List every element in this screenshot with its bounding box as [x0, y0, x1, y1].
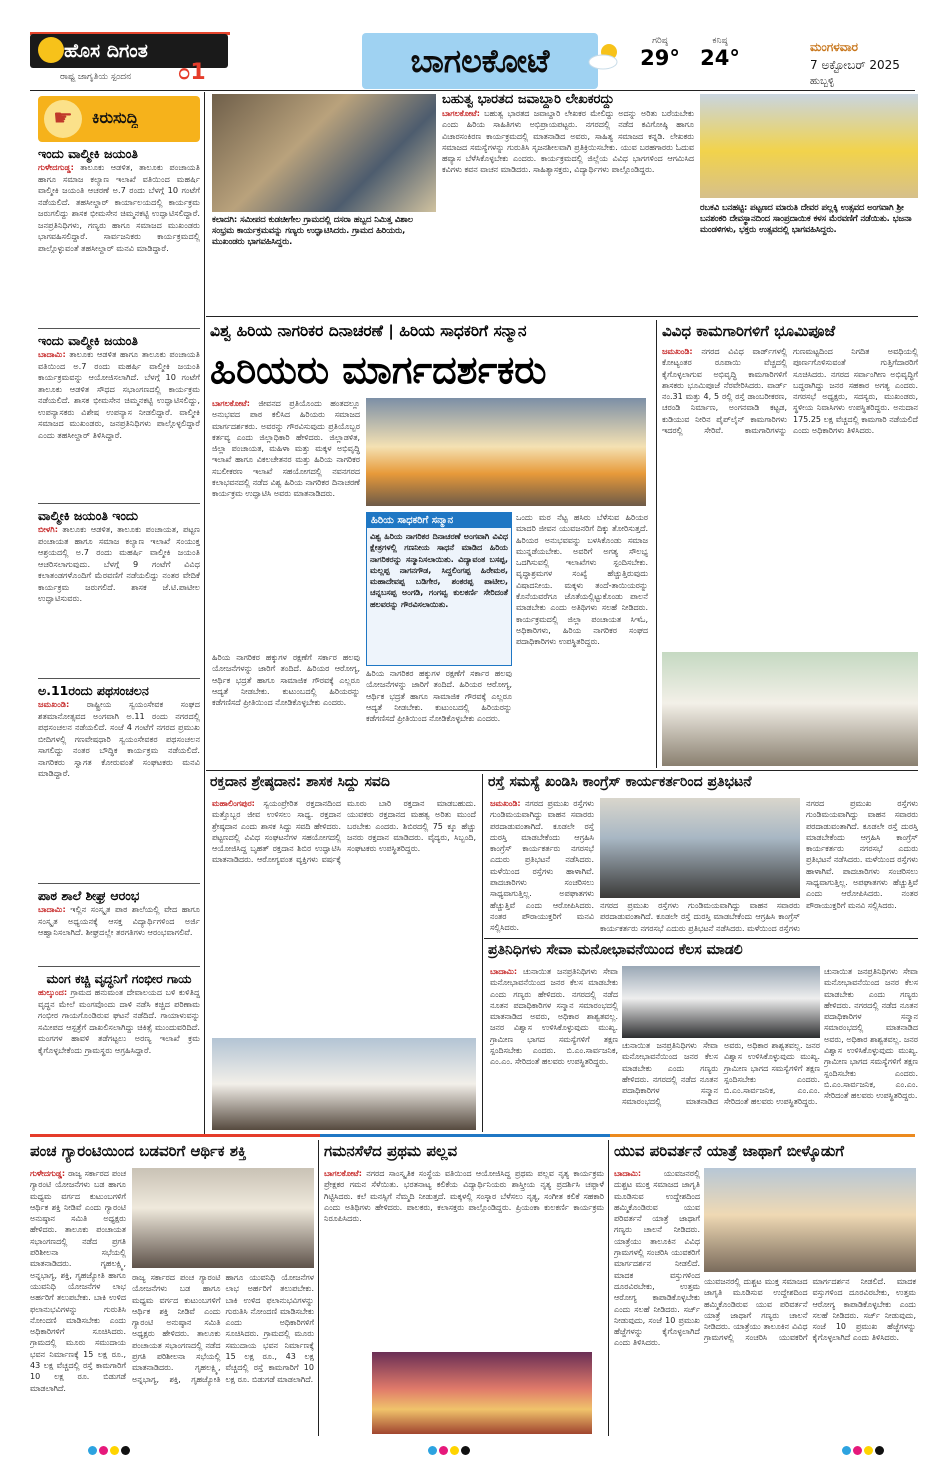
brief-item — [38, 146, 200, 324]
registration-marks-center — [428, 1440, 472, 1459]
road-protest-headline: ರಸ್ತೆ ಸಮಸ್ಯೆ ಖಂಡಿಸಿ ಕಾಂಗ್ರೆಸ್ ಕಾರ್ಯಕರ್ತರಿಂದ ಪ್ರತಿಭಟನೆ — [488, 774, 752, 790]
youth-yatra-body: ಬಾದಾಮಿ: ಯುವಜನರಲ್ಲಿ ದುಶ್ಚಟ ಮುಕ್ತ ಸಮಾಜದ ಜಾಗೃತಿ ಮೂಡಿಸುವ ಉದ್ದೇಶದಿಂದ ಹಮ್ಮಿಕೊಂಡಿರುವ ಯುವ ಪರಿವರ್ತನೆ ಯಾತ್ರೆ ಜಾಥಾಗೆ ಗಣ್ಯರು ಚಾಲನೆ ನೀಡಿದರು. ಯಾತ್ರೆಯು ತಾಲೂಕಿನ ವಿವಿಧ ಗ್ರಾಮಗಳಲ್ಲಿ ಸಂಚರಿಸಿ ಯುವಕರಿಗೆ ಮಾರ್ಗದರ್ಶನ ನೀಡಲಿದೆ. ಮಾದಕ ವಸ್ತುಗಳಿಂದ ದೂರವಿರಬೇಕು, ಉತ್ತಮ ಆರೋಗ್ಯ ಕಾಪಾಡಿಕೊಳ್ಳಬೇಕು ಎಂದು ಸಲಹೆ ನೀಡಿದರು. ಸರ್ಜ್ ನೀಡುವುದು, ಸಂಜೆ 10 ಪ್ರಮುಖ ಹೆಜ್ಜೆಗಳನ್ನು ಕೈಗೊಳ್ಳಲಾಗಿದೆ ಎಂದು ತಿಳಿಸಿದರು. — [614, 1169, 700, 1348]
sidebox-headline: ಹಿರಿಯ ಸಾಧಕರಿಗೆ ಸನ್ಮಾನ — [367, 513, 511, 528]
brief-divider — [38, 503, 200, 504]
max-temp-label: ಗರಿಷ್ಠ — [652, 36, 668, 46]
blood-donation-photo[interactable] — [212, 1038, 476, 1130]
blood-donation-body: ಮಹಾಲಿಂಗಪುರ: ಸ್ವಯಂಪ್ರೇರಿತ ರಕ್ತದಾನದಿಂದ ಮತ್ತೊಬ್ಬರ ಜೀವ ಉಳಿಸಲು ಸಾಧ್ಯ. ರಕ್ತದಾನ ಶ್ರೇಷ್ಠದಾನ ಎಂದು ಶಾಸಕ ಸಿದ್ದು ಸವದಿ ಹೇಳಿದರು. ಪಟ್ಟಣದಲ್ಲಿ ವಿವಿಧ ಸಂಘಟನೆಗಳ ಸಹಯೋಗದಲ್ಲಿ ಆಯೋಜಿಸಿದ್ದ ಬೃಹತ್ ರಕ್ತದಾನ ಶಿಬಿರ ಉದ್ಘಾಟಿಸಿ ಮಾತನಾಡಿದರು. ಆರೋಗ್ಯವಂತ ವ್ಯಕ್ತಿಗಳು ವರ್ಷಕ್ಕೆ ಮೂರು ಬಾರಿ ರಕ್ತದಾನ ಮಾಡಬಹುದು. ಯುವಕರು ರಕ್ತದಾನದ ಮಹತ್ವ ಅರಿತು ಮುಂದೆ ಬರಬೇಕು ಎಂದರು. ಶಿಬಿರದಲ್ಲಿ 75 ಕ್ಕೂ ಹೆಚ್ಚು ಜನರು ರಕ್ತದಾನ ಮಾಡಿದರು. ವೈದ್ಯರು, ಸಿಬ್ಬಂದಿ, ಸಂಘಟಕರು ಉಪಸ್ಥಿತರಿದ್ದರು. — [212, 799, 476, 865]
registration-marks-right — [842, 1440, 886, 1459]
lead-photo-felicitation[interactable] — [366, 398, 646, 506]
lead-kicker: ವಿಶ್ವ ಹಿರಿಯ ನಾಗರಿಕರ ದಿನಾಚರಣೆ | ಹಿರಿಯ ಸಾಧಕರಿಗೆ ಸನ್ಮಾನ — [210, 322, 527, 340]
guarantee-body: ಗುಳೇದಗುಡ್ಡ: ರಾಜ್ಯ ಸರ್ಕಾರದ ಪಂಚ ಗ್ಯಾರಂಟಿ ಯೋಜನೆಗಳು ಬಡ ಹಾಗೂ ಮಧ್ಯಮ ವರ್ಗದ ಕುಟುಂಬಗಳಿಗೆ ಆರ್ಥಿಕ ಶಕ್ತಿ ನೀಡಿವೆ ಎಂದು ಗ್ಯಾರಂಟಿ ಅನುಷ್ಠಾನ ಸಮಿತಿ ಅಧ್ಯಕ್ಷರು ಹೇಳಿದರು. ತಾಲೂಕು ಪಂಚಾಯತ ಸಭಾಂಗಣದಲ್ಲಿ ನಡೆದ ಪ್ರಗತಿ ಪರಿಶೀಲನಾ ಸಭೆಯಲ್ಲಿ ಮಾತನಾಡಿದರು. ಗೃಹಲಕ್ಷ್ಮಿ, ಅನ್ನಭಾಗ್ಯ, ಶಕ್ತಿ, ಗೃಹಜ್ಯೋತಿ ಹಾಗೂ ಯುವನಿಧಿ ಯೋಜನೆಗಳ ಲಾಭ ಅರ್ಹರಿಗೆ ತಲುಪಬೇಕು. ಬಾಕಿ ಉಳಿದ ಫಲಾನುಭವಿಗಳನ್ನು ಗುರುತಿಸಿ ನೋಂದಣಿ ಮಾಡಿಸಬೇಕು ಎಂದು ಅಧಿಕಾರಿಗಳಿಗೆ ಸೂಚಿಸಿದರು. ಗ್ರಾಮದಲ್ಲಿ ಮೂರು ಸಮುದಾಯ ಭವನ ನಿರ್ಮಾಣಕ್ಕೆ 15 ಲಕ್ಷ ರೂ., 43 ಲಕ್ಷ ವೆಚ್ಚದಲ್ಲಿ ರಸ್ತೆ ಕಾಮಗಾರಿಗೆ 10 ಲಕ್ಷ ರೂ. ಬಿಡುಗಡೆ ಮಾಡಲಾಗಿದೆ. — [30, 1169, 126, 1393]
column-divider — [204, 92, 205, 1134]
kirusuddi-title: ಕಿರುಸುದ್ದಿ — [92, 108, 139, 127]
service-body: ಬಾದಾಮಿ: ಚುನಾಯಿತ ಜನಪ್ರತಿನಿಧಿಗಳು ಸೇವಾ ಮನೋಭಾವನೆಯಿಂದ ಜನರ ಕೆಲಸ ಮಾಡಬೇಕು ಎಂದು ಗಣ್ಯರು ಹೇಳಿದರು. ನಗರದಲ್ಲಿ ನಡೆದ ನೂತನ ಪದಾಧಿಕಾರಿಗಳ ಸನ್ಮಾನ ಸಮಾರಂಭದಲ್ಲಿ ಮಾತನಾಡಿದ ಅವರು, ಅಧಿಕಾರ ಶಾಶ್ವತವಲ್ಲ. ಜನರ ವಿಶ್ವಾಸ ಉಳಿಸಿಕೊಳ್ಳುವುದು ಮುಖ್ಯ. ಗ್ರಾಮೀಣ ಭಾಗದ ಸಮಸ್ಯೆಗಳಿಗೆ ತಕ್ಷಣ ಸ್ಪಂದಿಸಬೇಕು ಎಂದರು. ಬಿ.ಎಂ.ಸಾರ್ವಜನಿಕ, ಎಂ.ಎಂ. ಸೇರಿದಂತೆ ಹಲವರು ಉಪಸ್ಥಿತರಿದ್ದರು. — [490, 967, 618, 1067]
newspaper-logo[interactable]: ಹೊಸ ದಿಗಂತ — [30, 34, 228, 68]
road-protest-photo[interactable] — [600, 798, 800, 898]
brief-item — [38, 683, 200, 879]
photo-caption: ಕಲಾದಗಿ: ಸಮೀಪದ ಕುಡಚೀಗೇಲ ಗ್ರಾಮದಲ್ಲಿ ದಸರಾ ಹಬ್ಬದ ನಿಮಿತ್ತ ವಿಶಾಲ ಸಂಭ್ರಮ ಕಾರ್ಯಕ್ರಮವನ್ನು ಗಣ್ಯರು ಉದ್ಘಾಟಿಸಿದರು. ಗ್ರಾಮದ ಹಿರಿಯರು, ಮುಖಂಡರು ಭಾಗವಹಿಸಿದ್ದರು. — [212, 214, 414, 246]
road-protest-body: ಜಮಖಂಡಿ: ನಗರದ ಪ್ರಮುಖ ರಸ್ತೆಗಳು ಗುಂಡಿಮಯವಾಗಿದ್ದು ವಾಹನ ಸವಾರರು ಪರದಾಡುವಂತಾಗಿದೆ. ಕೂಡಲೇ ರಸ್ತೆ ದುರಸ್ತಿ ಮಾಡಬೇಕೆಂದು ಆಗ್ರಹಿಸಿ ಕಾಂಗ್ರೆಸ್ ಕಾರ್ಯಕರ್ತರು ನಗರಸಭೆ ಎದುರು ಪ್ರತಿಭಟನೆ ನಡೆಸಿದರು. ಮಳೆಯಿಂದ ರಸ್ತೆಗಳು ಹಾಳಾಗಿವೆ. ಪಾದಚಾರಿಗಳು ಸಂಚರಿಸಲು ಸಾಧ್ಯವಾಗುತ್ತಿಲ್ಲ. ಅಪಘಾತಗಳು ಹೆಚ್ಚುತ್ತಿವೆ ಎಂದು ಆರೋಪಿಸಿದರು. ನಂತರ ಪೌರಾಯುಕ್ತರಿಗೆ ಮನವಿ ಸಲ್ಲಿಸಿದರು. — [490, 799, 594, 933]
service-headline: ಪ್ರತಿನಿಧಿಗಳು ಸೇವಾ ಮನೋಭಾವನೆಯಿಂದ ಕೆಲಸ ಮಾಡಲಿ — [488, 942, 743, 958]
district-title: ಬಾಗಲಕೋಟೆ — [362, 33, 598, 89]
brief-item — [38, 508, 200, 674]
section-accent-red — [30, 1134, 320, 1137]
brief-body: ಬಾದಾಮಿ: ಇಲ್ಲಿನ ಸಂಸ್ಕೃತ ಪಾಠ ಶಾಲೆಯಲ್ಲಿ ವೇದ ಹಾಗೂ ಸಂಸ್ಕೃತ ಅಧ್ಯಯನಕ್ಕೆ ಆಸಕ್ತ ವಿದ್ಯಾರ್ಥಿಗಳಿಂದ ಅರ್ಜಿ ಆಹ್ವಾನಿಸಲಾಗಿದೆ. ಶೀಘ್ರದಲ್ಲೇ ತರಗತಿಗಳು ಆರಂಭವಾಗಲಿವೆ. — [38, 904, 200, 937]
youth-yatra-photo[interactable] — [704, 1168, 916, 1272]
brief-news-column — [38, 146, 200, 1132]
brief-headline: ಇಂದು ವಾಲ್ಮೀಕಿ ಜಯಂತಿ — [38, 146, 138, 161]
brief-divider — [38, 328, 200, 329]
logo-tagline: ರಾಷ್ಟ್ರ ಜಾಗೃತಿಯ ಸ್ಪಂದನ — [60, 72, 132, 82]
min-temp-value: 24° — [700, 46, 740, 70]
min-temp-label: ಕನಿಷ್ಠ — [712, 36, 728, 46]
row-divider — [206, 316, 918, 317]
partly-cloudy-icon — [585, 40, 627, 72]
guarantee-photo[interactable] — [132, 1168, 314, 1268]
service-body-cont: ಚುನಾಯಿತ ಜನಪ್ರತಿನಿಧಿಗಳು ಸೇವಾ ಮನೋಭಾವನೆಯಿಂದ ಜನರ ಕೆಲಸ ಮಾಡಬೇಕು ಎಂದು ಗಣ್ಯರು ಹೇಳಿದರು. ನಗರದಲ್ಲಿ ನಡೆದ ನೂತನ ಪದಾಧಿಕಾರಿಗಳ ಸನ್ಮಾನ ಸಮಾರಂಭದಲ್ಲಿ ಮಾತನಾಡಿದ ಅವರು, ಅಧಿಕಾರ ಶಾಶ್ವತವಲ್ಲ. ಜನರ ವಿಶ್ವಾಸ ಉಳಿಸಿಕೊಳ್ಳುವುದು ಮುಖ್ಯ. ಗ್ರಾಮೀಣ ಭಾಗದ ಸಮಸ್ಯೆಗಳಿಗೆ ತಕ್ಷಣ ಸ್ಪಂದಿಸಬೇಕು ಎಂದರು. ಬಿ.ಎಂ.ಸಾರ್ವಜನಿಕ, ಎಂ.ಎಂ. ಸೇರಿದಂತೆ ಹಲವರು ಉಪಸ್ಥಿತರಿದ್ದರು. — [622, 1041, 820, 1107]
brief-body: ಗುಳೇದಗುಡ್ಡ: ತಾಲೂಕು ಆಡಳಿತ, ತಾಲೂಕು ಪಂಚಾಯತಿ ಹಾಗೂ ಸಮಾಜ ಕಲ್ಯಾಣ ಇಲಾಖೆ ವತಿಯಿಂದ ಮಹರ್ಷಿ ವಾಲ್ಮೀಕಿ ಜಯಂತಿ ಆಚರಣೆ ಅ.7 ರಂದು ಬೆಳಗ್ಗೆ 10 ಗಂಟೆಗೆ ನಡೆಯಲಿದೆ. ತಹಸೀಲ್ದಾರ್ ಕಾರ್ಯಾಲಯದಲ್ಲಿ ಕಾರ್ಯಕ್ರಮ ಜರುಗಲಿದ್ದು ಶಾಸಕ ಭೀಮಸೇನ ಚಿಮ್ಮನಕಟ್ಟಿ ಉದ್ಘಾಟಿಸಲಿದ್ದಾರೆ. ಜನಪ್ರತಿನಿಧಿಗಳು, ಗಣ್ಯರು ಹಾಗೂ ಸಮಾಜದ ಮುಖಂಡರು ಭಾಗವಹಿಸಲಿದ್ದಾರೆ. ಸಾರ್ವಜನಿಕರು ಕಾರ್ಯಕ್ರಮದಲ್ಲಿ ಪಾಲ್ಗೊಳ್ಳುವಂತೆ ತಹಸೀಲ್ದಾರ್ ಮನವಿ ಮಾಡಿದ್ದಾರೆ. — [38, 162, 200, 253]
brief-body: ಬಾದಾಮಿ: ತಾಲೂಕು ಆಡಳಿತ ಹಾಗೂ ತಾಲೂಕು ಪಂಚಾಯತಿ ವತಿಯಿಂದ ಅ.7 ರಂದು ಮಹರ್ಷಿ ವಾಲ್ಮೀಕಿ ಜಯಂತಿ ಕಾರ್ಯಕ್ರಮವನ್ನು ಆಯೋಜಿಸಲಾಗಿದೆ. ಬೆಳಗ್ಗೆ 10 ಗಂಟೆಗೆ ತಾಲೂಕು ಆಡಳಿತ ಸೌಧದ ಸಭಾಂಗಣದಲ್ಲಿ ಕಾರ್ಯಕ್ರಮ ನಡೆಯಲಿದೆ. ಶಾಸಕ ಭೀಮಸೇನ ಚಿಮ್ಮನಕಟ್ಟಿ ಉದ್ಘಾಟಿಸಲಿದ್ದು, ಉಪನ್ಯಾಸಕರು ವಿಶೇಷ ಉಪನ್ಯಾಸ ನೀಡಲಿದ್ದಾರೆ. ವಾಲ್ಮೀಕಿ ಸಮಾಜದ ಮುಖಂಡರು, ಜನಪ್ರತಿನಿಧಿಗಳು ಪಾಲ್ಗೊಳ್ಳಲಿದ್ದಾರೆ ಎಂದು ತಹಸೀಲ್ದಾರ್ ತಿಳಿಸಿದ್ದಾರೆ. — [38, 349, 200, 440]
road-protest-body-col3: ನಗರದ ಪ್ರಮುಖ ರಸ್ತೆಗಳು ಗುಂಡಿಮಯವಾಗಿದ್ದು ವಾಹನ ಸವಾರರು ಪರದಾಡುವಂತಾಗಿದೆ. ಕೂಡಲೇ ರಸ್ತೆ ದುರಸ್ತಿ ಮಾಡಬೇಕೆಂದು ಆಗ್ರಹಿಸಿ ಕಾಂಗ್ರೆಸ್ ಕಾರ್ಯಕರ್ತರು ನಗರಸಭೆ ಎದುರು ಪ್ರತಿಭಟನೆ ನಡೆಸಿದರು. ಮಳೆಯಿಂದ ರಸ್ತೆಗಳು ಹಾಳಾಗಿವೆ. ಪಾದಚಾರಿಗಳು ಸಂಚರಿಸಲು ಸಾಧ್ಯವಾಗುತ್ತಿಲ್ಲ. ಅಪಘಾತಗಳು ಹೆಚ್ಚುತ್ತಿವೆ ಎಂದು ಆರೋಪಿಸಿದರು. ನಂತರ ಪೌರಾಯುಕ್ತರಿಗೆ ಮನವಿ ಸಲ್ಲಿಸಿದರು. — [806, 799, 918, 910]
dance-headline: ಗಮನಸೆಳೆದ ಪ್ರಥಮ ಪಲ್ಲವ — [324, 1142, 458, 1160]
groundbreaking-body: ಜಮಖಂಡಿ: ನಗರದ ವಿವಿಧ ವಾರ್ಡ್‌ಗಳಲ್ಲಿ ಕೋಟ್ಯಂತರ ರೂಪಾಯಿ ವೆಚ್ಚದಲ್ಲಿ ಕೈಗೊಳ್ಳಲಾಗುವ ಅಭಿವೃದ್ಧಿ ಕಾಮಗಾರಿಗಳಿಗೆ ಶಾಸಕರು ಭೂಮಿಪೂಜೆ ನೆರವೇರಿಸಿದರು. ವಾರ್ಡ್ ನಂ.31 ಮತ್ತು 4, 5 ರಲ್ಲಿ ರಸ್ತೆ ಡಾಂಬರೀಕರಣ, ಚರಂಡಿ ನಿರ್ಮಾಣ, ಅಂಗನವಾಡಿ ಕಟ್ಟಡ, ಕುಡಿಯುವ ನೀರಿನ ಪೈಪ್‌ಲೈನ್ ಕಾಮಗಾರಿಗಳು ಇದರಲ್ಲಿ ಸೇರಿವೆ. ಕಾಮಗಾರಿಗಳನ್ನು ಗುಣಮಟ್ಟದಿಂದ ನಿಗದಿತ ಅವಧಿಯಲ್ಲಿ ಪೂರ್ಣಗೊಳಿಸುವಂತೆ ಗುತ್ತಿಗೆದಾರರಿಗೆ ಸೂಚಿಸಿದರು. ನಗರದ ಸರ್ವಾಂಗೀಣ ಅಭಿವೃದ್ಧಿಗೆ ಬದ್ಧರಾಗಿದ್ದು ಜನರ ಸಹಕಾರ ಅಗತ್ಯ ಎಂದರು. ನಗರಸಭೆ ಅಧ್ಯಕ್ಷರು, ಸದಸ್ಯರು, ಮುಖಂಡರು, ಸ್ಥಳೀಯ ನಿವಾಸಿಗಳು ಉಪಸ್ಥಿತರಿದ್ದರು. ಅನುದಾನ 175.25 ಲಕ್ಷ ವೆಚ್ಚದಲ್ಲಿ ಕಾಮಗಾರಿ ನಡೆಯಲಿದೆ ಎಂದು ಅಧಿಕಾರಿಗಳು ತಿಳಿಸಿದರು. — [662, 347, 918, 436]
section-accent-orange — [610, 1134, 915, 1137]
youth-yatra-headline: ಯುವ ಪರಿವರ್ತನೆ ಯಾತ್ರೆ ಜಾಥಾಗೆ ಬೀಳ್ಕೊಡುಗೆ — [614, 1142, 844, 1160]
masthead-divider — [30, 90, 915, 91]
dance-photo[interactable] — [372, 1352, 592, 1434]
news-photo-procession[interactable] — [700, 94, 918, 198]
lead-body-col1: ಬಾಗಲಕೋಟೆ: ಜೀವನದ ಪ್ರತಿಯೊಂದು ಹಂತದಲ್ಲೂ ಅನುಭವದ ಪಾಠ ಕಲಿಸಿದ ಹಿರಿಯರು ಸಮಾಜದ ಮಾರ್ಗದರ್ಶಕರು. ಅವರನ್ನು ಗೌರವಿಸುವುದು ಪ್ರತಿಯೊಬ್ಬರ ಕರ್ತವ್ಯ ಎಂದು ಜಿಲ್ಲಾಧಿಕಾರಿ ಹೇಳಿದರು. ಜಿಲ್ಲಾಡಳಿತ, ಜಿಲ್ಲಾ ಪಂಚಾಯತ, ಮಹಿಳಾ ಮತ್ತು ಮಕ್ಕಳ ಅಭಿವೃದ್ಧಿ ಇಲಾಖೆ ಹಾಗೂ ವಿಕಲಚೇತನರ ಮತ್ತು ಹಿರಿಯ ನಾಗರಿಕರ ಸಬಲೀಕರಣ ಇಲಾಖೆ ಸಹಯೋಗದಲ್ಲಿ ನವನಗರದ ಕಲಾಭವನದಲ್ಲಿ ನಡೆದ ವಿಶ್ವ ಹಿರಿಯ ನಾಗರಿಕರ ದಿನಾಚರಣೆ ಕಾರ್ಯಕ್ರಮ ಉದ್ಘಾಟಿಸಿ ಅವರು ಮಾತನಾಡಿದರು. — [212, 399, 360, 499]
brief-body: ಹುಲ್ಕುಂದ: ಗ್ರಾಮದ ಹನುಮಂತ ದೇವಾಲಯದ ಬಳಿ ಕುಳಿತಿದ್ದ ವೃದ್ಧನ ಮೇಲೆ ಮಂಗವೊಂದು ದಾಳಿ ನಡೆಸಿ ಕಚ್ಚಿದ ಪರಿಣಾಮ ಗಂಭೀರ ಗಾಯಗೊಂಡಿರುವ ಘಟನೆ ನಡೆದಿದೆ. ಗಾಯಾಳುವನ್ನು ಸಮೀಪದ ಆಸ್ಪತ್ರೆಗೆ ದಾಖಲಿಸಲಾಗಿದ್ದು ಚಿಕಿತ್ಸೆ ಮುಂದುವರಿದಿದೆ. ಮಂಗಗಳ ಹಾವಳಿ ತಡೆಗಟ್ಟಲು ಅರಣ್ಯ ಇಲಾಖೆ ಕ್ರಮ ಕೈಗೊಳ್ಳಬೇಕೆಂದು ಗ್ರಾಮಸ್ಥರು ಆಗ್ರಹಿಸಿದ್ದಾರೆ. — [38, 987, 200, 1055]
brief-headline: ಪಾಠ ಶಾಲೆ ಶೀಘ್ರ ಆರಂಭ — [38, 888, 140, 903]
brief-headline: ಇಂದು ವಾಲ್ಮೀಕಿ ಜಯಂತಿ — [38, 333, 138, 348]
brief-headline: ಅ.11ರಂದು ಪಥಸಂಚಲನ — [38, 683, 149, 698]
lead-sidebox — [366, 512, 512, 666]
story-authors — [442, 92, 694, 314]
brief-body: ಜಮಖಂಡಿ: ರಾಷ್ಟ್ರೀಯ ಸ್ವಯಂಸೇವಕ ಸಂಘದ ಶತಮಾನೋತ್ಸವದ ಅಂಗವಾಗಿ ಅ.11 ರಂದು ನಗರದಲ್ಲಿ ಪಥಸಂಚಲನ ನಡೆಯಲಿದೆ. ಸಂಜೆ 4 ಗಂಟೆಗೆ ನಗರದ ಪ್ರಮುಖ ಬೀದಿಗಳಲ್ಲಿ ಗಣವೇಷಧಾರಿ ಸ್ವಯಂಸೇವಕರ ಪಥಸಂಚಲನ ಸಾಗಲಿದ್ದು ನಂತರ ಬೌದ್ಧಿಕ ಕಾರ್ಯಕ್ರಮ ನಡೆಯಲಿದೆ. ನಾಗರಿಕರು ಸ್ವಾಗತ ಕೋರುವಂತೆ ಸಂಘಟಕರು ಮನವಿ ಮಾಡಿದ್ದಾರೆ. — [38, 699, 200, 778]
road-protest-body-cont: ನಗರದ ಪ್ರಮುಖ ರಸ್ತೆಗಳು ಗುಂಡಿಮಯವಾಗಿದ್ದು ವಾಹನ ಸವಾರರು ಪರದಾಡುವಂತಾಗಿದೆ. ಕೂಡಲೇ ರಸ್ತೆ ದುರಸ್ತಿ ಮಾಡಬೇಕೆಂದು ಆಗ್ರಹಿಸಿ ಕಾಂಗ್ರೆಸ್ ಕಾರ್ಯಕರ್ತರು ನಗರಸಭೆ ಎದುರು ಪ್ರತಿಭಟನೆ ನಡೆಸಿದರು. ಮಳೆಯಿಂದ ರಸ್ತೆಗಳು — [600, 901, 800, 933]
column-divider — [318, 1140, 319, 1436]
youth-yatra-body-cont: ಯುವಜನರಲ್ಲಿ ದುಶ್ಚಟ ಮುಕ್ತ ಸಮಾಜದ ಜಾಗೃತಿ ಮೂಡಿಸುವ ಉದ್ದೇಶದಿಂದ ಹಮ್ಮಿಕೊಂಡಿರುವ ಯುವ ಪರಿವರ್ತನೆ ಯಾತ್ರೆ ಜಾಥಾಗೆ ಗಣ್ಯರು ಚಾಲನೆ ನೀಡಿದರು. ಯಾತ್ರೆಯು ತಾಲೂಕಿನ ವಿವಿಧ ಗ್ರಾಮಗಳಲ್ಲಿ ಸಂಚರಿಸಿ ಯುವಕರಿಗೆ ಮಾರ್ಗದರ್ಶನ ನೀಡಲಿದೆ. ಮಾದಕ ವಸ್ತುಗಳಿಂದ ದೂರವಿರಬೇಕು, ಉತ್ತಮ ಆರೋಗ್ಯ ಕಾಪಾಡಿಕೊಳ್ಳಬೇಕು ಎಂದು ಸಲಹೆ ನೀಡಿದರು. ಸರ್ಜ್ ನೀಡುವುದು, ಸಂಜೆ 10 ಪ್ರಮುಖ ಹೆಜ್ಜೆಗಳನ್ನು ಕೈಗೊಳ್ಳಲಾಗಿದೆ ಎಂದು ತಿಳಿಸಿದರು. — [704, 1277, 916, 1343]
lead-body-col2: ಹಿರಿಯ ನಾಗರಿಕರ ಹಕ್ಕುಗಳ ರಕ್ಷಣೆಗೆ ಸರ್ಕಾರ ಹಲವು ಯೋಜನೆಗಳನ್ನು ಜಾರಿಗೆ ತಂದಿದೆ. ಹಿರಿಯರ ಆರೋಗ್ಯ, ಆರ್ಥಿಕ ಭದ್ರತೆ ಹಾಗೂ ಸಾಮಾಜಿಕ ಗೌರವಕ್ಕೆ ಎಲ್ಲರೂ ಆದ್ಯತೆ ನೀಡಬೇಕು. ಕುಟುಂಬದಲ್ಲಿ ಹಿರಿಯರನ್ನು ಕಡೆಗಣಿಸದೆ ಪ್ರೀತಿಯಿಂದ ನೋಡಿಕೊಳ್ಳಬೇಕು ಎಂದರು. — [212, 653, 360, 708]
hand-pointing-icon: ☛ — [44, 100, 82, 138]
row-divider — [206, 770, 918, 771]
groundbreaking-photo[interactable] — [662, 652, 918, 766]
edition-city: ಹುಬ್ಬಳ್ಳಿ — [810, 76, 835, 87]
story-headline: ಬಹುತ್ವ ಭಾರತದ ಜವಾಬ್ದಾರಿ ಲೇಖಕರದ್ದು — [442, 92, 615, 107]
brief-body: ಬೀಳಗಿ: ತಾಲೂಕು ಆಡಳಿತ, ತಾಲೂಕು ಪಂಚಾಯತ, ಪಟ್ಟಣ ಪಂಚಾಯತ ಹಾಗೂ ಸಮಾಜ ಕಲ್ಯಾಣ ಇಲಾಖೆ ಸಂಯುಕ್ತ ಆಶ್ರಯದಲ್ಲಿ ಅ.7 ರಂದು ಮಹರ್ಷಿ ವಾಲ್ಮೀಕಿ ಜಯಂತಿ ಆಚರಿಸಲಾಗುವುದು. ಬೆಳಗ್ಗೆ 9 ಗಂಟೆಗೆ ವಿವಿಧ ಕಲಾತಂಡಗಳೊಂದಿಗೆ ಮೆರವಣಿಗೆ ನಡೆಯಲಿದ್ದು ನಂತರ ವೇದಿಕೆ ಕಾರ್ಯಕ್ರಮ ಜರುಗಲಿದೆ. ಶಾಸಕ ಜೆ.ಟಿ.ಪಾಟೀಲ ಉದ್ಘಾಟಿಸುವರು. — [38, 524, 200, 603]
brief-divider — [38, 678, 200, 679]
brief-headline: ವಾಲ್ಮೀಕಿ ಜಯಂತಿ ಇಂದು — [38, 508, 138, 523]
dance-body: ಬಾಗಲಕೋಟೆ: ನಗರದ ಸಾಂಸ್ಕೃತಿಕ ಸಂಸ್ಥೆಯ ವತಿಯಿಂದ ಆಯೋಜಿಸಿದ್ದ ಪ್ರಥಮ ಪಲ್ಲವ ನೃತ್ಯ ಕಾರ್ಯಕ್ರಮ ಪ್ರೇಕ್ಷಕರ ಗಮನ ಸೆಳೆಯಿತು. ಭರತನಾಟ್ಯ ಕಲಿಕೆಯ ವಿದ್ಯಾರ್ಥಿನಿಯರು ಶಾಸ್ತ್ರೀಯ ನೃತ್ಯ ಪ್ರದರ್ಶಿಸಿ ಚಪ್ಪಾಳೆ ಗಿಟ್ಟಿಸಿದರು. ಕಲೆ ಮನಸ್ಸಿಗೆ ನೆಮ್ಮದಿ ನೀಡುತ್ತದೆ. ಮಕ್ಕಳಲ್ಲಿ ಸಂಸ್ಕಾರ ಬೆಳೆಸಲು ನೃತ್ಯ, ಸಂಗೀತ ಕಲಿಕೆ ಸಹಕಾರಿ ಎಂದು ಅತಿಥಿಗಳು ಹೇಳಿದರು. ಪಾಲಕರು, ಕಲಾಸಕ್ತರು ಪಾಲ್ಗೊಂಡಿದ್ದರು. ಪ್ರಿಯಂಕಾ ಕುಲಕರ್ಣಿ ಕಾರ್ಯಕ್ರಮ ನಿರೂಪಿಸಿದರು. — [324, 1169, 604, 1224]
brief-item — [38, 888, 200, 962]
news-photo-event[interactable] — [212, 94, 436, 212]
sidebox-body: ವಿಶ್ವ ಹಿರಿಯ ನಾಗರಿಕರ ದಿನಾಚರಣೆ ಅಂಗವಾಗಿ ವಿವಿಧ ಕ್ಷೇತ್ರಗಳಲ್ಲಿ ಗಣನೀಯ ಸಾಧನೆ ಮಾಡಿದ ಹಿರಿಯ ನಾಗರಿಕರನ್ನು ಸನ್ಮಾನಿಸಲಾಯಿತು. ವಿದ್ಯಾವಂತ ಬಸಪ್ಪ, ಮಲ್ಲಪ್ಪ ನಾಗನಗೌಡ, ಸಿದ್ದಲಿಂಗಪ್ಪ ಹಿರೇಮಠ, ಮಹಾದೇವಪ್ಪ ಬಡಿಗೇರ, ಶಂಕರಪ್ಪ ಪಾಟೀಲ, ಚನ್ನಬಸಪ್ಪ ಅಂಗಡಿ, ಗಂಗವ್ವ ಕುಲಕರ್ಣಿ ಸೇರಿದಂತೆ ಹಲವರನ್ನು ಗೌರವಿಸಲಾಯಿತು. — [370, 532, 508, 609]
story-body: ಬಾಗಲಕೋಟೆ: ಬಹುತ್ವ ಭಾರತದ ಜವಾಬ್ದಾರಿ ಲೇಖಕರ ಮೇಲಿದ್ದು ಅದನ್ನು ಅರಿತು ಬರೆಯಬೇಕು ಎಂದು ಹಿರಿಯ ಸಾಹಿತಿಗಳು ಅಭಿಪ್ರಾಯಪಟ್ಟರು. ನಗರದಲ್ಲಿ ನಡೆದ ಕವಿಗೋಷ್ಠಿ ಹಾಗೂ ವಿಚಾರಸಂಕಿರಣ ಕಾರ್ಯಕ್ರಮದಲ್ಲಿ ಮಾತನಾಡಿದ ಅವರು, ಸಾಹಿತ್ಯ ಸಮಾಜದ ಕನ್ನಡಿ. ಲೇಖಕರು ಸಮಾಜದ ಸಮಸ್ಯೆಗಳನ್ನು ಗುರುತಿಸಿ ಸೃಜನಶೀಲವಾಗಿ ಪ್ರತಿಕ್ರಿಯಿಸಬೇಕು. ಯುವ ಬರಹಗಾರರು ಓದುವ ಹವ್ಯಾಸ ಬೆಳೆಸಿಕೊಳ್ಳಬೇಕು ಎಂದರು. ಕಾರ್ಯಕ್ರಮದಲ್ಲಿ ಜಿಲ್ಲೆಯ ವಿವಿಧ ಭಾಗಗಳಿಂದ ಆಗಮಿಸಿದ ಕವಿಗಳು ಕವನ ವಾಚನ ಮಾಡಿದರು. ಸಾಹಿತ್ಯಾಸಕ್ತರು, ವಿದ್ಯಾರ್ಥಿಗಳು ಪಾಲ್ಗೊಂಡಿದ್ದರು. — [442, 109, 694, 175]
brief-headline: ಮಂಗ ಕಚ್ಚಿ ವೃದ್ಧನಿಗೆ ಗಂಭೀರ ಗಾಯ — [46, 971, 192, 986]
blood-donation-headline: ರಕ್ತದಾನ ಶ್ರೇಷ್ಠದಾನ: ಶಾಸಕ ಸಿದ್ದು ಸವದಿ — [210, 774, 390, 790]
groundbreaking-headline: ವಿವಿಧ ಕಾಮಗಾರಿಗಳಿಗೆ ಭೂಮಿಪೂಜೆ — [662, 322, 836, 340]
brief-item — [38, 971, 200, 1132]
lead-body-col2b: ಹಿರಿಯ ನಾಗರಿಕರ ಹಕ್ಕುಗಳ ರಕ್ಷಣೆಗೆ ಸರ್ಕಾರ ಹಲವು ಯೋಜನೆಗಳನ್ನು ಜಾರಿಗೆ ತಂದಿದೆ. ಹಿರಿಯರ ಆರೋಗ್ಯ, ಆರ್ಥಿಕ ಭದ್ರತೆ ಹಾಗೂ ಸಾಮಾಜಿಕ ಗೌರವಕ್ಕೆ ಎಲ್ಲರೂ ಆದ್ಯತೆ ನೀಡಬೇಕು. ಕುಟುಂಬದಲ್ಲಿ ಹಿರಿಯರನ್ನು ಕಡೆಗಣಿಸದೆ ಪ್ರೀತಿಯಿಂದ ನೋಡಿಕೊಳ್ಳಬೇಕು ಎಂದರು. — [366, 669, 512, 724]
row-divider — [484, 938, 918, 939]
section-accent-blue — [320, 1134, 610, 1137]
logo-emblem-icon — [38, 37, 64, 63]
guarantee-headline: ಪಂಚ ಗ್ಯಾರಂಟಿಯಿಂದ ಬಡವರಿಗೆ ಆರ್ಥಿಕ ಶಕ್ತಿ — [30, 1142, 247, 1160]
registration-marks-left — [88, 1440, 132, 1459]
issue-date: 7 ಅಕ್ಟೋಬರ್ 2025 — [810, 58, 900, 72]
column-divider — [656, 320, 657, 768]
lead-body-col3: ಒಂದು ಮರ ನೆಟ್ಟ ಹಸಿರು ಬೆಳೆಸುವ ಹಿರಿಯರ ಮಾದರಿ ಜೀವನ ಯುವಜನರಿಗೆ ದಿಕ್ಕು ತೋರಿಸುತ್ತದೆ. ಹಿರಿಯರ ಅನುಭವವನ್ನು ಬಳಸಿಕೊಂಡು ಸಮಾಜ ಮುನ್ನಡೆಯಬೇಕು. ಅವರಿಗೆ ಅಗತ್ಯ ಸೌಲಭ್ಯ ಒದಗಿಸುವಲ್ಲಿ ಇಲಾಖೆಗಳು ಸ್ಪಂದಿಸಬೇಕು. ವೃದ್ಧಾಶ್ರಮಗಳ ಸಂಖ್ಯೆ ಹೆಚ್ಚುತ್ತಿರುವುದು ವಿಷಾದನೀಯ. ಮಕ್ಕಳು ತಂದೆ-ತಾಯಿಯರನ್ನು ಕೊನೆಯವರೆಗೂ ಜೊತೆಯಲ್ಲಿಟ್ಟುಕೊಂಡು ಪಾಲನೆ ಮಾಡಬೇಕು ಎಂದು ಅತಿಥಿಗಳು ಸಲಹೆ ನೀಡಿದರು. ಕಾರ್ಯಕ್ರಮದಲ್ಲಿ ಜಿಲ್ಲಾ ಪಂಚಾಯತ ಸಿಇಓ, ಅಧಿಕಾರಿಗಳು, ಹಿರಿಯ ನಾಗರಿಕರ ಸಂಘದ ಪದಾಧಿಕಾರಿಗಳು ಉಪಸ್ಥಿತರಿದ್ದರು. — [516, 513, 648, 647]
min-temp-box — [692, 36, 748, 76]
brief-item — [38, 333, 200, 499]
max-temp-box — [632, 36, 688, 76]
brief-divider — [38, 966, 200, 967]
service-body-col3: ಚುನಾಯಿತ ಜನಪ್ರತಿನಿಧಿಗಳು ಸೇವಾ ಮನೋಭಾವನೆಯಿಂದ ಜನರ ಕೆಲಸ ಮಾಡಬೇಕು ಎಂದು ಗಣ್ಯರು ಹೇಳಿದರು. ನಗರದಲ್ಲಿ ನಡೆದ ನೂತನ ಪದಾಧಿಕಾರಿಗಳ ಸನ್ಮಾನ ಸಮಾರಂಭದಲ್ಲಿ ಮಾತನಾಡಿದ ಅವರು, ಅಧಿಕಾರ ಶಾಶ್ವತವಲ್ಲ. ಜನರ ವಿಶ್ವಾಸ ಉಳಿಸಿಕೊಳ್ಳುವುದು ಮುಖ್ಯ. ಗ್ರಾಮೀಣ ಭಾಗದ ಸಮಸ್ಯೆಗಳಿಗೆ ತಕ್ಷಣ ಸ್ಪಂದಿಸಬೇಕು ಎಂದರು. ಬಿ.ಎಂ.ಸಾರ್ವಜನಿಕ, ಎಂ.ಎಂ. ಸೇರಿದಂತೆ ಹಲವರು ಉಪಸ್ಥಿತರಿದ್ದರು. — [824, 967, 918, 1101]
page-number: ೦1 — [178, 60, 206, 85]
lead-headline: ಹಿರಿಯರು ಮಾರ್ಗದರ್ಶಕರು — [210, 348, 547, 392]
max-temp-value: 29° — [640, 46, 680, 70]
guarantee-body-cont: ರಾಜ್ಯ ಸರ್ಕಾರದ ಪಂಚ ಗ್ಯಾರಂಟಿ ಯೋಜನೆಗಳು ಬಡ ಹಾಗೂ ಮಧ್ಯಮ ವರ್ಗದ ಕುಟುಂಬಗಳಿಗೆ ಆರ್ಥಿಕ ಶಕ್ತಿ ನೀಡಿವೆ ಎಂದು ಗ್ಯಾರಂಟಿ ಅನುಷ್ಠಾನ ಸಮಿತಿ ಅಧ್ಯಕ್ಷರು ಹೇಳಿದರು. ತಾಲೂಕು ಪಂಚಾಯತ ಸಭಾಂಗಣದಲ್ಲಿ ನಡೆದ ಪ್ರಗತಿ ಪರಿಶೀಲನಾ ಸಭೆಯಲ್ಲಿ ಮಾತನಾಡಿದರು. ಗೃಹಲಕ್ಷ್ಮಿ, ಅನ್ನಭಾಗ್ಯ, ಶಕ್ತಿ, ಗೃಹಜ್ಯೋತಿ ಹಾಗೂ ಯುವನಿಧಿ ಯೋಜನೆಗಳ ಲಾಭ ಅರ್ಹರಿಗೆ ತಲುಪಬೇಕು. ಬಾಕಿ ಉಳಿದ ಫಲಾನುಭವಿಗಳನ್ನು ಗುರುತಿಸಿ ನೋಂದಣಿ ಮಾಡಿಸಬೇಕು ಎಂದು ಅಧಿಕಾರಿಗಳಿಗೆ ಸೂಚಿಸಿದರು. ಗ್ರಾಮದಲ್ಲಿ ಮೂರು ಸಮುದಾಯ ಭವನ ನಿರ್ಮಾಣಕ್ಕೆ 15 ಲಕ್ಷ ರೂ., 43 ಲಕ್ಷ ವೆಚ್ಚದಲ್ಲಿ ರಸ್ತೆ ಕಾಮಗಾರಿಗೆ 10 ಲಕ್ಷ ರೂ. ಬಿಡುಗಡೆ ಮಾಡಲಾಗಿದೆ. — [132, 1273, 314, 1384]
day-name: ಮಂಗಳವಾರ — [810, 40, 859, 54]
column-divider — [482, 774, 483, 1132]
photo-caption: ರಬಕವಿ ಬನಹಟ್ಟಿ: ಪಟ್ಟಣದ ಮಾರುತಿ ದೇವರ ಪಲ್ಲಕ್ಕಿ ಉತ್ಸವದ ಅಂಗವಾಗಿ ಶ್ರೀ ಬನಶಂಕರಿ ದೇವಸ್ಥಾನದಿಂದ ಸಾಂಪ್ರದಾಯಿಕ ಕಳಸ ಮೆರವಣಿಗೆ ನಡೆಯಿತು. ಭಜನಾ ಮಂಡಳಿಗಳು, ಭಕ್ತರು ಉತ್ಸವದಲ್ಲಿ ಭಾಗವಹಿಸಿದ್ದರು. — [700, 202, 912, 234]
column-divider — [608, 1140, 609, 1436]
service-photo[interactable] — [622, 966, 820, 1038]
brief-divider — [38, 883, 200, 884]
